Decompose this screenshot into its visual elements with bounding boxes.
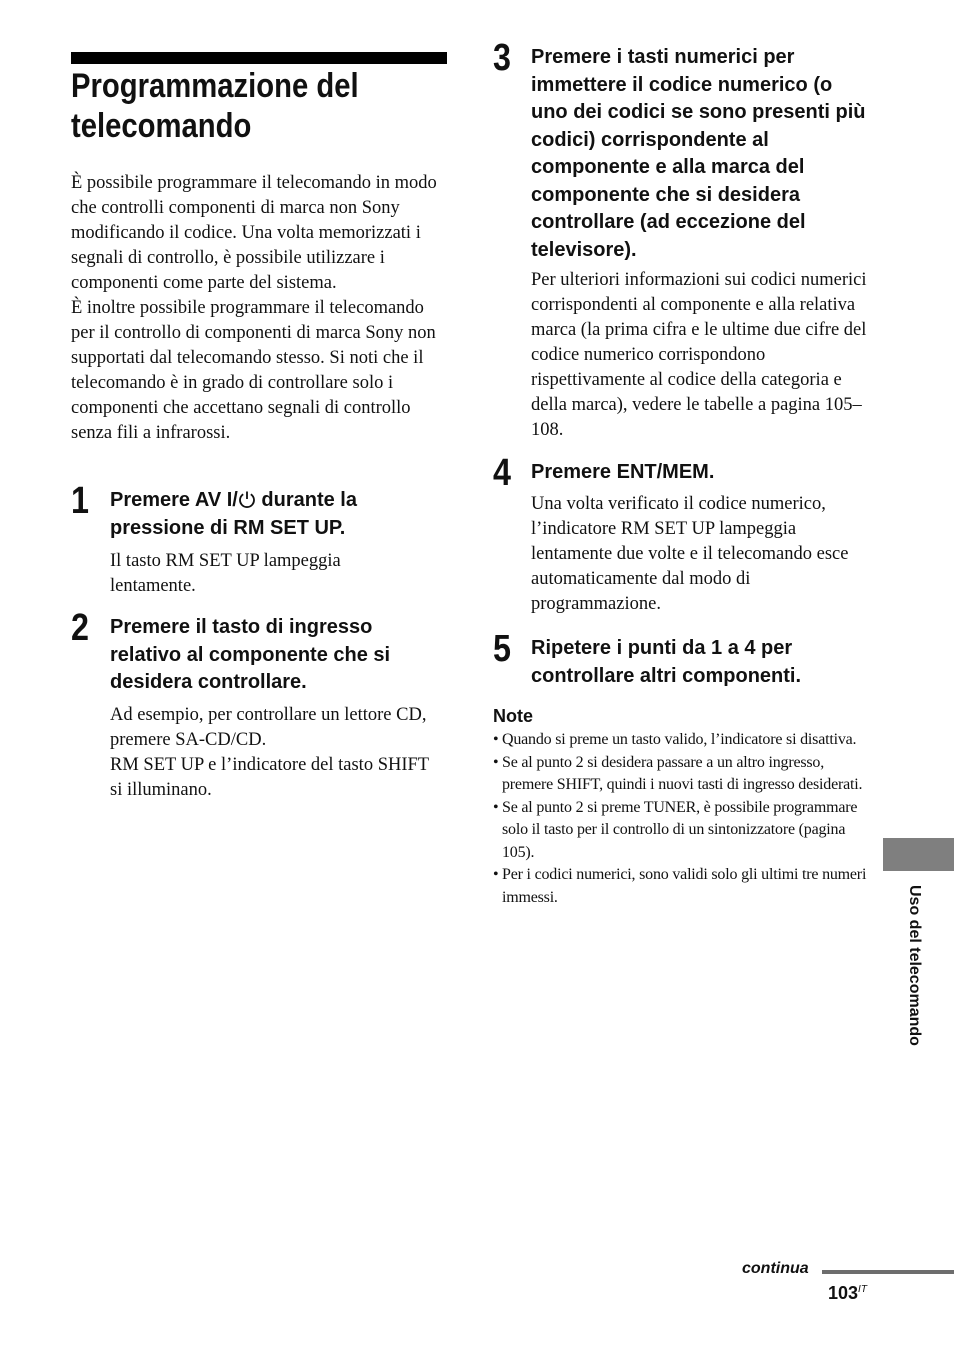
- intro-paragraph: È inoltre possibile programmare il telecomando per il controllo di componenti di marca Sony non supportati dal telecomando stesso. Si noti che il telecomando è in grado di controllare solo i componenti che accettano segnali di controllo senza fili a infrarossi.: [71, 298, 436, 443]
- notes-section: [493, 705, 873, 909]
- step-heading-text: durante la pressione di RM SET UP.: [110, 489, 357, 539]
- power-icon: [238, 489, 256, 507]
- title-rule: [71, 52, 447, 64]
- step-number: 1: [71, 480, 89, 522]
- step-body-paragraph: Per ulteriori informazioni sui codici numerici corrispondenti al componente e alla relativa marca (la prima cifra e le ultime due cifre del codice numerico corrispondono rispettivamente al codice della categoria e della marca), vedere le tabelle a pagina 105–108.: [531, 270, 867, 440]
- note-item: [493, 797, 873, 865]
- step-body-paragraph: RM SET UP e l’indicatore del tasto SHIFT si illuminano.: [110, 755, 429, 800]
- bullet-icon: •: [493, 866, 499, 883]
- note-text: Quando si preme un tasto valido, l’indicatore si disattiva.: [502, 731, 857, 748]
- note-text: Se al punto 2 si desidera passare a un altro ingresso, premere SHIFT, quindi i nuovi tasti di ingresso desiderati.: [502, 753, 863, 793]
- step-heading: [110, 487, 440, 542]
- step-body-paragraph: Ad esempio, per controllare un lettore CD, premere SA-CD/CD.: [110, 705, 427, 750]
- step-3: [493, 39, 873, 449]
- note-item: [493, 752, 873, 797]
- notes-list: [493, 729, 873, 909]
- page-number: [828, 1283, 867, 1304]
- step-body: [110, 549, 400, 599]
- section-tab: [883, 838, 954, 871]
- step-number: 2: [71, 607, 89, 649]
- intro-text: [71, 171, 451, 446]
- page-title: Programmazione del telecomando: [71, 67, 359, 145]
- step-5: [493, 630, 873, 700]
- step-1: [71, 482, 451, 602]
- step-body: [110, 703, 430, 803]
- step-heading-text: Premere AV I/: [110, 489, 238, 511]
- step-4: [493, 454, 873, 624]
- step-body-paragraph: Il tasto RM SET UP lampeggia lentamente.: [110, 551, 341, 596]
- section-label: Uso del telecomando: [906, 885, 923, 1046]
- step-heading: Premere i tasti numerici per immettere il codice numerico (o uno dei codici se sono presenti più codici) corrispondente al componente e alla marca del componente che si desidera controllare (ad eccezione del televisore).: [531, 46, 866, 261]
- note-item: [493, 729, 873, 752]
- step-heading: Ripetere i punti da 1 a 4 per controllare altri componenti.: [531, 637, 802, 687]
- page-number-suffix: IT: [858, 1284, 867, 1295]
- step-body: [531, 492, 861, 617]
- page-number-value: 103: [828, 1283, 859, 1303]
- note-text: Se al punto 2 si preme TUNER, è possibile programmare solo il tasto per il controllo di un sintonizzatore (pagina 105).: [502, 798, 858, 861]
- bullet-icon: •: [493, 753, 499, 771]
- step-body: [531, 268, 871, 443]
- bullet-icon: •: [493, 798, 499, 816]
- step-heading: Premere il tasto di ingresso relativo al componente che si desidera controllare.: [110, 616, 391, 693]
- step-body-paragraph: Una volta verificato il codice numerico, l’indicatore RM SET UP lampeggia lentamente due volte e il telecomando esce automaticamente dal modo di programmazione.: [531, 494, 849, 614]
- step-2: [71, 609, 451, 809]
- continued-rule: [822, 1270, 954, 1274]
- notes-title: Note: [493, 706, 533, 726]
- note-text: Per i codici numerici, sono validi solo gli ultimi tre numeri immessi.: [502, 866, 867, 906]
- step-heading: Premere ENT/MEM.: [531, 461, 715, 483]
- bullet-icon: •: [493, 731, 499, 748]
- intro-paragraph: È possibile programmare il telecomando in modo che controlli componenti di marca non Sony modificando il codice. Una volta memorizzati i segnali di controllo, è possibile utilizzare i componenti come parte del sistema.: [71, 173, 437, 293]
- step-number: 5: [493, 628, 511, 670]
- continued-label: continua: [742, 1260, 809, 1277]
- note-item: [493, 864, 873, 909]
- step-number: 3: [493, 37, 511, 79]
- step-number: 4: [493, 452, 511, 494]
